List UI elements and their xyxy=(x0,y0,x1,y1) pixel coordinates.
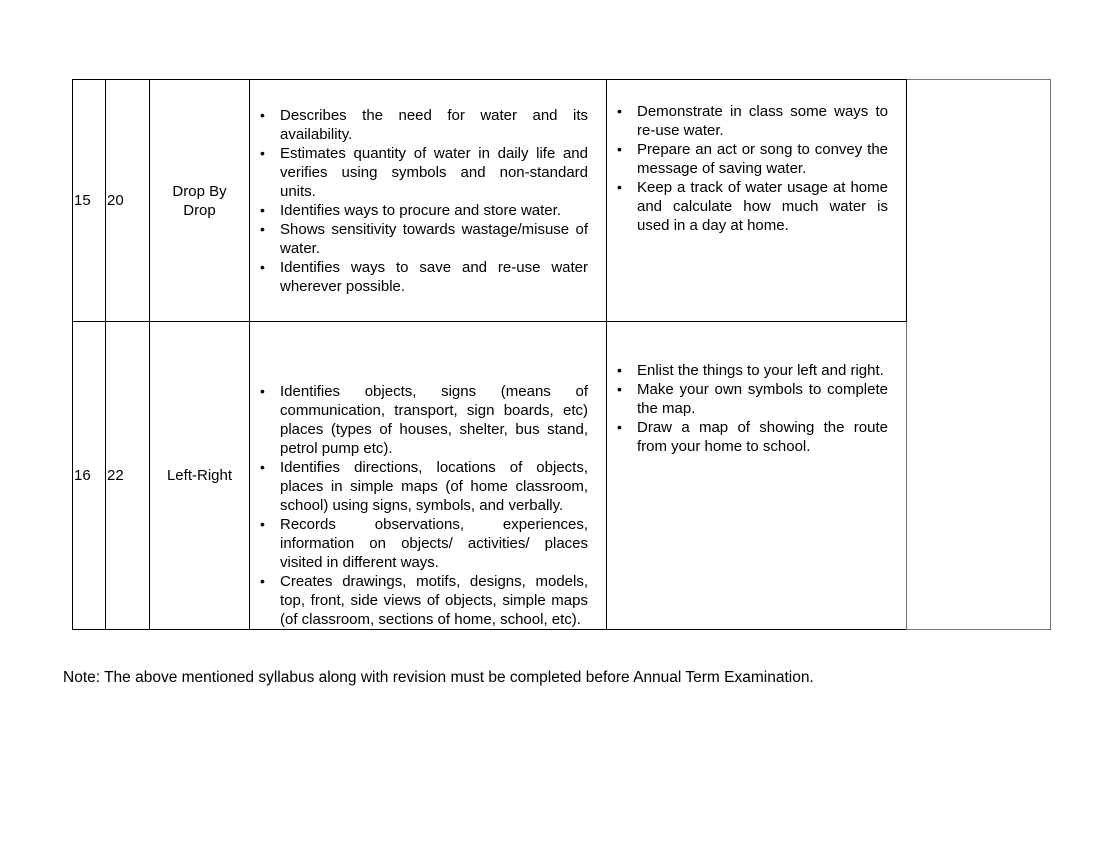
list-item: • Estimates quantity of water in daily life and verifies using symbols and non-standard units. xyxy=(250,144,588,201)
chapter-name-cell xyxy=(150,322,250,630)
list-item: • Make your own symbols to complete the map. xyxy=(607,380,888,418)
list-item: • Creates drawings, motifs, designs, models, top, front, side views of objects, simple maps (of classroom, sections of home, school, etc). xyxy=(250,572,588,629)
chapter-number-cell: 20 xyxy=(106,80,150,322)
outcomes-list xyxy=(250,382,588,629)
list-item: • Prepare an act or song to convey the message of saving water. xyxy=(607,140,888,178)
chapter-name-cell xyxy=(150,80,250,322)
table-row xyxy=(73,322,1051,630)
table-row xyxy=(73,80,1051,322)
footer-note: Note: The above mentioned syllabus along with revision must be completed before Annual Term Examination. xyxy=(63,669,814,686)
serial-number-cell: 16 xyxy=(73,322,106,630)
learning-outcomes-cell xyxy=(250,322,607,630)
list-item: • Draw a map of showing the route from your home to school. xyxy=(607,418,888,456)
list-item: • Identifies ways to save and re-use water wherever possible. xyxy=(250,258,588,296)
outcomes-list xyxy=(250,106,588,296)
list-item: • Records observations, experiences, information on objects/ activities/ places visited in different ways. xyxy=(250,515,588,572)
list-item: • Describes the need for water and its availability. xyxy=(250,106,588,144)
syllabus-table xyxy=(72,79,1051,630)
activities-cell xyxy=(607,80,907,322)
list-item: • Enlist the things to your left and right. xyxy=(607,361,888,380)
chapter-number-cell: 22 xyxy=(106,322,150,630)
activities-list xyxy=(607,102,888,235)
list-item: • Demonstrate in class some ways to re-use water. xyxy=(607,102,888,140)
chapter-name: Drop By Drop xyxy=(172,182,227,219)
serial-number-cell: 15 xyxy=(73,80,106,322)
list-item: • Identifies objects, signs (means of communication, transport, sign boards, etc) places (types of houses, shelter, bus stand, petrol pump etc). xyxy=(250,382,588,458)
list-item: • Identifies directions, locations of objects, places in simple maps (of home classroom, school) using signs, symbols, and verbally. xyxy=(250,458,588,515)
activities-list xyxy=(607,361,888,456)
chapter-name: Left-Right xyxy=(166,467,233,484)
list-item: • Keep a track of water usage at home and calculate how much water is used in a day at home. xyxy=(607,178,888,235)
learning-outcomes-cell xyxy=(250,80,607,322)
list-item: • Shows sensitivity towards wastage/misuse of water. xyxy=(250,220,588,258)
list-item: • Identifies ways to procure and store water. xyxy=(250,201,588,220)
activities-cell xyxy=(607,322,907,630)
remarks-cell xyxy=(907,80,1051,630)
